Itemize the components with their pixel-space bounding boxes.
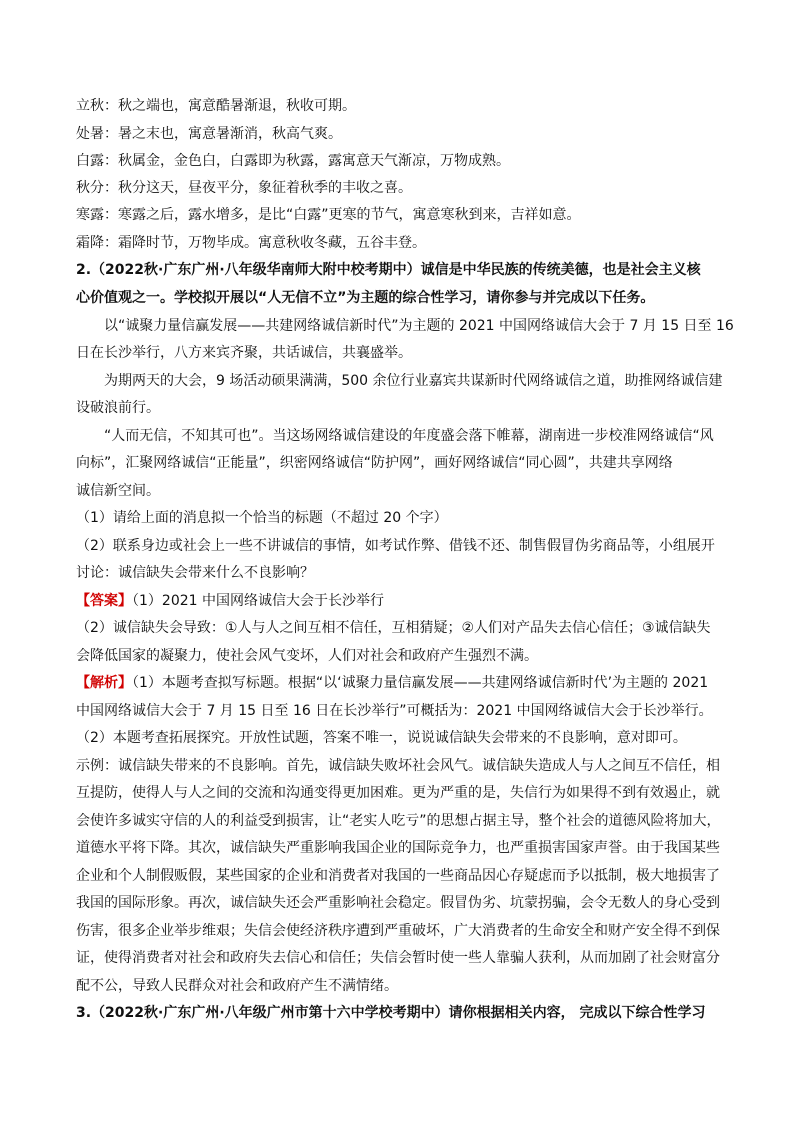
answer-line [76,591,726,611]
answer-line: （2）诚信缺失会导致：①人与人之间互相不信任，互相猜疑；②人们对产品失去信心信任；③诚信缺失 [76,620,711,636]
term-desc: ：寒露之后，露水增多，是比“白露”更寒的节气，寓意寒秋到来，吉祥如意。 [104,207,581,223]
term-desc: ：秋分这天，昼夜平分，象征着秋季的丰收之喜。 [104,180,412,196]
term-name: 白露 [76,153,104,169]
example-line: 伤害，很多企业举步维艰；失信会使经济秩序遭到严重破坏，广大消费者的生命安全和财产安全得不到保 [76,923,720,939]
solar-term-line [76,124,726,144]
example-line: 会使许多诚实守信的人的利益受到损害，让“老实人吃亏”的思想占据主导，整个社会的道德风险将加大， [76,813,721,829]
term-name: 秋分 [76,180,104,196]
passage-line: 为期两天的大会，9 场活动硕果满满，500 余位行业嘉宾共谋新时代网络诚信之道，助推网络诚信建 [104,373,723,389]
question-3-header: 3.（2022秋·广东广州·八年级广州市第十六中学校考期中）请你根据相关内容， 完成以下综合性学习 [76,1005,706,1021]
example-line: 企业和个人制假贩假，某些国家的企业和消费者对我国的一些商品因心存疑虑而予以抵制，极大地损害了 [76,868,720,884]
term-desc: ：霜降时节，万物毕成。寓意秋收冬藏，五谷丰登。 [104,235,426,251]
passage-line: 诚信新空间。 [76,483,160,499]
example-line: 配不公，导致人民群众对社会和政府产生不满情绪。 [76,978,398,994]
solar-term-line [76,96,726,116]
term-name: 霜降 [76,235,104,251]
term-desc: ：秋属金，金色白，白露即为秋露，露寓意天气渐凉，万物成熟。 [104,153,510,169]
solar-term-line [76,151,726,171]
analysis-text: （1）本题考查拟写标题。根据“以‘诚聚力量信赢发展——共建网络诚信新时代’为主题的 2021 [132,675,709,691]
question-2-header: 心价值观之一。学校拟开展以“人无信不立”为主题的综合性学习，请你参与并完成以下任务。 [76,290,655,306]
analysis-line: （2）本题考查拓展探究。开放性试题，答案不唯一，说说诚信缺失会带来的不良影响，意对即可。 [76,730,687,746]
term-desc: ：秋之端也，寓意酷暑渐退，秋收可期。 [104,98,356,114]
task-line: 讨论：诚信缺失会带来什么不良影响？ [76,565,314,581]
example-line: 我国的国际形象。再次，诚信缺失还会严重影响社会稳定。假冒伪劣、坑蒙拐骗，会令无数人的身心受到 [76,895,720,911]
solar-term-line [76,178,726,198]
analysis-line: 中国网络诚信大会于 7 月 15 日至 16 日在长沙举行”可概括为：2021 中国网络诚信大会于长沙举行。 [76,703,713,719]
task-line: （2）联系身边或社会上一些不讲诚信的事情，如考试作弊、借钱不还、制售假冒伪劣商品等，小组展开 [76,538,715,554]
question-2-header: 2.（2022秋·广东广州·八年级华南师大附中校考期中）诚信是中华民族的传统美德，也是社会主义核 [76,262,701,278]
example-line: 证，使得消费者对社会和政府失去信心和信任；失信会暂时使一些人靠骗人获利，从而加剧了社会财富分 [76,950,720,966]
passage-line: 以“诚聚力量信赢发展——共建网络诚信新时代”为主题的 2021 中国网络诚信大会于 7 月 15 日至 16 [104,318,734,334]
example-line: 互提防，使得人与人之间的交流和沟通变得更加困难。更为严重的是，失信行为如果得不到有效遏止，就 [76,785,720,801]
term-name: 立秋 [76,98,104,114]
term-name: 处暑 [76,126,104,142]
answer-line: 会降低国家的凝聚力，使社会风气变坏，人们对社会和政府产生强烈不满。 [76,648,538,664]
task-line: （1）请给上面的消息拟一个恰当的标题（不超过 20 个字） [76,510,448,526]
solar-term-line [76,233,726,253]
example-line: 道德水平将下降。其次，诚信缺失严重影响我国企业的国际竞争力，也严重损害国家声誉。由于我国某些 [76,840,720,856]
example-line: 示例：诚信缺失带来的不良影响。首先，诚信缺失败坏社会风气。诚信缺失造成人与人之间互不信任，相 [76,758,720,774]
passage-line: 日在长沙举行，八方来宾齐聚，共话诚信，共襄盛举。 [76,345,412,361]
answer-tag: 【答案】 [76,593,132,609]
passage-line: 设破浪前行。 [76,400,160,416]
passage-line: “人而无信，不知其可也”。当这场网络诚信建设的年度盛会落下帷幕，湖南进一步校准网络诚信“风 [104,428,714,444]
analysis-line [76,673,726,693]
term-desc: ：暑之末也，寓意暑渐消，秋高气爽。 [104,126,342,142]
answer-text: （1）2021 中国网络诚信大会于长沙举行 [132,593,384,609]
analysis-tag: 【解析】 [76,675,132,691]
term-name: 寒露 [76,207,104,223]
passage-line: 向标”，汇聚网络诚信“正能量”，织密网络诚信“防护网”，画好网络诚信“同心圆”，共建共享网络 [76,455,673,471]
solar-term-line [76,205,726,225]
